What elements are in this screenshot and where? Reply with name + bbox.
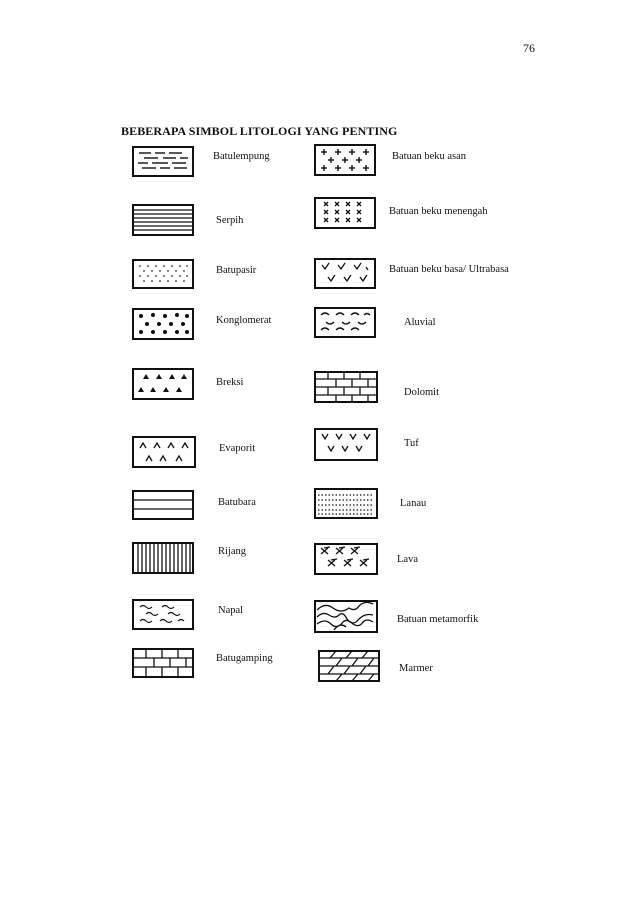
serpih-symbol	[132, 204, 194, 236]
metamorfik-label: Batuan metamorfik	[397, 614, 479, 625]
beku-asam-label: Batuan beku asan	[392, 151, 467, 162]
tuf-label: Tuf	[404, 438, 419, 449]
breksi-label: Breksi	[216, 377, 244, 388]
batugamping-symbol	[132, 648, 194, 678]
beku-menengah-label: Batuan beku menengah	[389, 206, 488, 217]
aluvial-symbol	[314, 307, 376, 338]
batubara-symbol	[132, 490, 194, 520]
metamorfik-symbol	[314, 600, 378, 633]
konglomerat-symbol	[132, 308, 194, 340]
batulempung-label: Batulempung	[213, 151, 270, 162]
batupasir-label: Batupasir	[216, 265, 257, 276]
serpih-label: Serpih	[216, 215, 244, 226]
batubara-label: Batubara	[218, 497, 256, 508]
batupasir-symbol	[132, 259, 194, 289]
lanau-label: Lanau	[400, 498, 427, 509]
lanau-symbol	[314, 488, 378, 519]
dolomit-symbol	[314, 371, 378, 403]
evaporit-label: Evaporit	[219, 443, 256, 454]
beku-menengah-symbol	[314, 197, 376, 229]
beku-basa-symbol	[314, 258, 376, 289]
marmer-symbol	[318, 650, 380, 682]
konglomerat-label: Konglomerat	[216, 315, 272, 326]
napal-label: Napal	[218, 605, 244, 616]
evaporit-symbol	[132, 436, 196, 468]
lava-symbol	[314, 543, 378, 575]
marmer-label: Marmer	[399, 663, 433, 674]
page-heading: BEBERAPA SIMBOL LITOLOGI YANG PENTING	[121, 124, 398, 138]
batugamping-label: Batugamping	[216, 653, 273, 664]
page-number: 76	[523, 41, 535, 55]
dolomit-label: Dolomit	[404, 387, 440, 398]
breksi-symbol	[132, 368, 194, 400]
aluvial-label: Aluvial	[404, 317, 436, 328]
rijang-symbol	[132, 542, 194, 574]
rijang-label: Rijang	[218, 546, 246, 557]
napal-symbol	[132, 599, 194, 630]
beku-asam-symbol	[314, 144, 376, 176]
tuf-symbol	[314, 428, 378, 461]
beku-basa-label: Batuan beku basa/ Ultrabasa	[389, 264, 509, 275]
lava-label: Lava	[397, 554, 418, 565]
batulempung-symbol	[132, 146, 194, 177]
